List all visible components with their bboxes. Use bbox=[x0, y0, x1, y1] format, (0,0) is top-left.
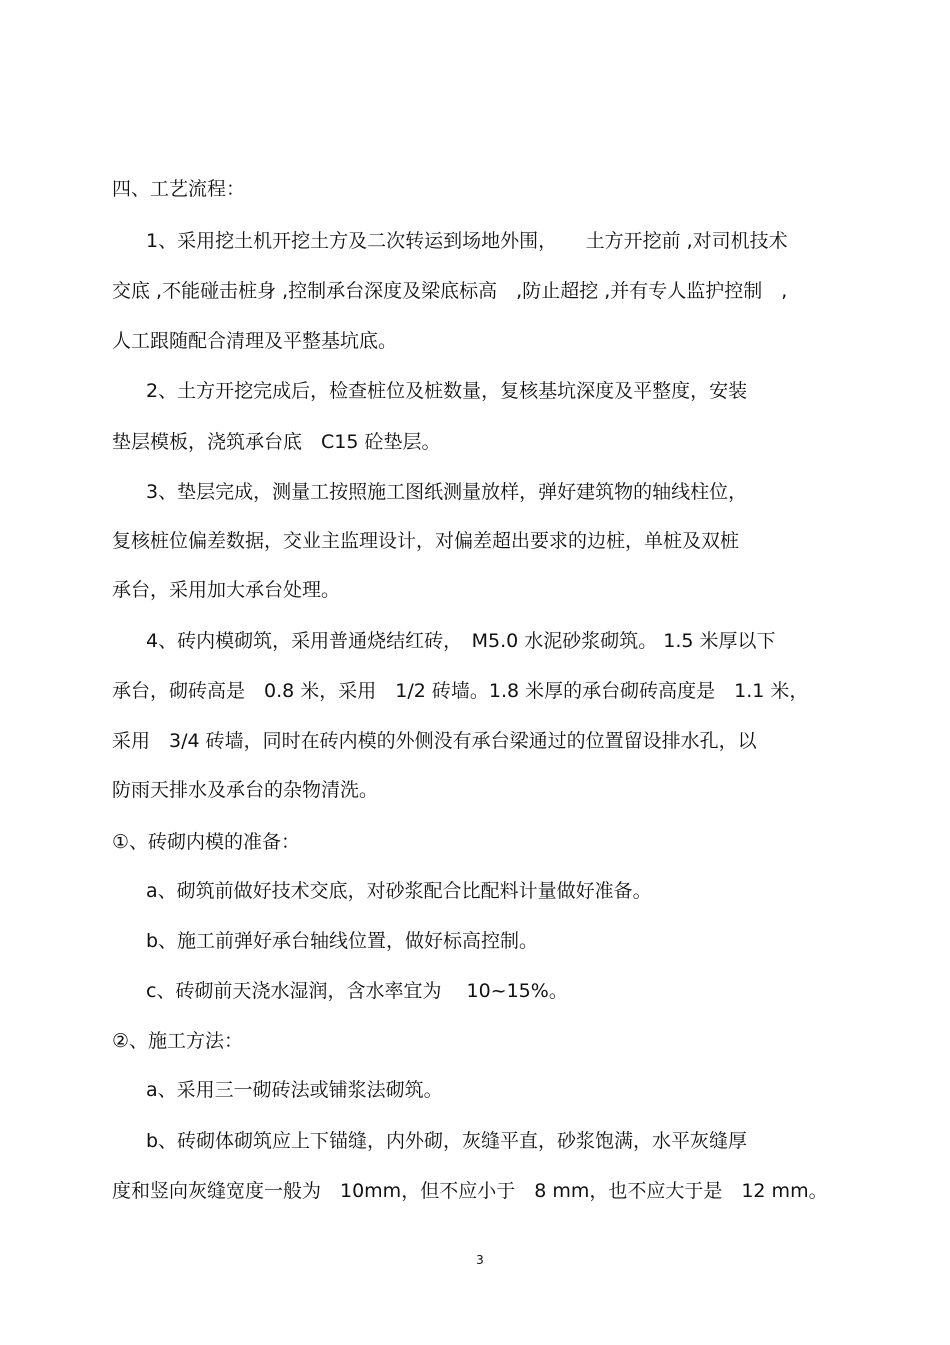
list-item-c: c、砖砌前天浇水湿润，含水率宜为 10~15%。 bbox=[146, 980, 568, 1002]
method-item-b-line-2: 度和竖向灰缝宽度一般为 10mm，但不应小于 8 mm，也不应大于是 12 mm。 bbox=[112, 1180, 828, 1202]
step-4-line-2: 承台，砌砖高是 0.8 米，采用 1/2 砖墙。1.8 米厚的承台砌砖高度是 1.1 米， bbox=[112, 680, 809, 702]
step-4-line-1: 4、砖内模砌筑，采用普通烧结红砖， M5.0 水泥砂浆砌筑。 1.5 米厚以下 bbox=[146, 630, 776, 652]
step-2-line-1: 2、土方开挖完成后，检查桩位及桩数量，复核基坑深度及平整度，安装 bbox=[146, 380, 748, 402]
section-heading: 四、工艺流程： bbox=[112, 178, 246, 200]
page-number: 3 bbox=[476, 1253, 484, 1267]
subsection-title-2: ②、施工方法： bbox=[112, 1030, 244, 1052]
step-1-line-1: 1、采用挖土机开挖土方及二次转运到场地外围， 土方开挖前 ,对司机技术 bbox=[146, 230, 788, 252]
method-item-b-line-1: b、砖砌体砌筑应上下锚缝，内外砌，灰缝平直，砂浆饱满，水平灰缝厚 bbox=[146, 1130, 748, 1152]
step-3-line-3: 承台，采用加大承台处理。 bbox=[112, 579, 341, 601]
step-3-line-2: 复核桩位偏差数据，交业主监理设计，对偏差超出要求的边桩，单桩及双桩 bbox=[112, 530, 740, 552]
step-1-line-2: 交底 ,不能碰击桩身 ,控制承台深度及梁底标高 ,防止超挖 ,并有专人监护控制 , bbox=[112, 280, 788, 302]
step-2-line-2: 垫层模板，浇筑承台底 C15 砼垫层。 bbox=[112, 431, 441, 453]
step-3-line-1: 3、垫层完成，测量工按照施工图纸测量放样，弹好建筑物的轴线柱位， bbox=[146, 481, 748, 503]
step-4-line-4: 防雨天排水及承台的杂物清洗。 bbox=[112, 779, 379, 801]
subsection-title-1: ①、砖砌内模的准备： bbox=[112, 831, 301, 853]
step-4-line-3: 采用 3/4 砖墙，同时在砖内模的外侧没有承台梁通过的位置留设排水孔，以 bbox=[112, 730, 757, 752]
list-item-a: a、砌筑前做好技术交底，对砂浆配合比配料计量做好准备。 bbox=[146, 880, 652, 902]
step-1-line-3: 人工跟随配合清理及平整基坑底。 bbox=[112, 330, 398, 352]
method-item-a: a、采用三一砌砖法或铺浆法砌筑。 bbox=[146, 1079, 443, 1101]
list-item-b: b、施工前弹好承台轴线位置，做好标高控制。 bbox=[146, 930, 539, 952]
